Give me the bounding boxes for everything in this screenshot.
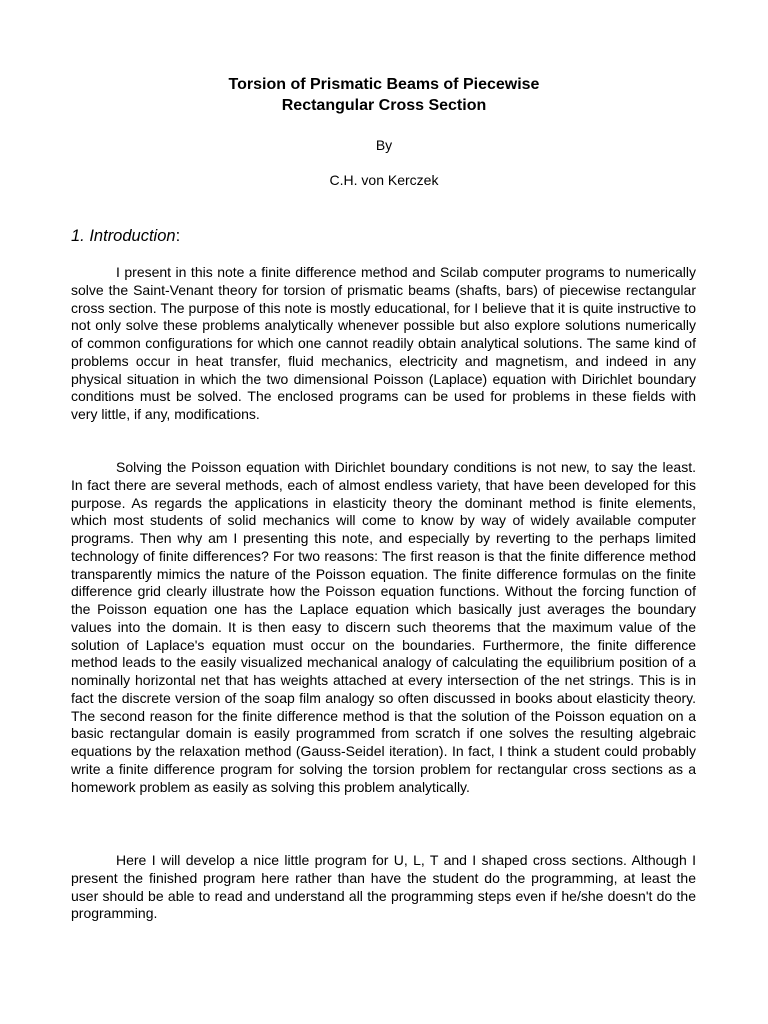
paragraph-2: Solving the Poisson equation with Dirichlet boundary conditions is not new, to say the least. In fact there are several methods, each of almost endless variety, that have been developed for this purpose. As regards the applications in elasticity theory the dominant method is finite elements, which most students of solid mechanics will come to know by way of widely available computer programs. Then why am I presenting this note, and especially by reverting to the perhaps limited technology of finite differences? For two reasons: The first reason is that the finite difference method transparently mimics the nature of the Poisson equation. The finite difference formulas on the finite difference grid clearly illustrate how the Poisson equation functions. Without the forcing function of the Poisson equation one has the Laplace equation which basically just averages the boundary values into the domain. It is then easy to discern such theorems that the maximum value of the solution of Laplace's equation must occur on the boundaries. Furthermore, the finite difference method leads to the easily visualized mechanical analogy of calculating the equilibrium position of a nominally horizontal net that has weights attached at every intersection of the net strings. This is in fact the discrete version of the soap film analogy so often discussed in books about elasticity theory. The second reason for the finite difference method is that the solution of the Poisson equation on a basic rectangular domain is easily programmed from scratch if one solves the resulting algebraic equations by the relaxation method (Gauss-Seidel iteration). In fact, I think a student could probably write a finite difference program for solving the torsion problem for rectangular cross sections as a homework problem as easily as solving this problem analytically. — [71, 459, 696, 795]
section-heading-colon: : — [175, 227, 181, 245]
section-heading-text: 1. Introduction — [71, 227, 176, 245]
byline-label: By — [375, 137, 393, 153]
section-heading — [71, 226, 180, 246]
paragraph-1: I present in this note a finite difference method and Scilab computer programs to numerically solve the Saint-Venant theory for torsion of prismatic beams (shafts, bars) of piecewise rectangular cross section. The purpose of this note is mostly educational, for I believe that it is quite instructive to not only solve these problems analytically whenever possible but also explore solutions numerically of common configurations for which one cannot readily obtain analytical solutions. The same kind of problems occur in heat transfer, fluid mechanics, electricity and magnetism, and indeed in any physical situation in which the two dimensional Poisson (Laplace) equation with Dirichlet boundary conditions must be solved. The enclosed programs can be used for problems in these fields with very little, if any, modifications. — [71, 264, 696, 422]
author-name: C.H. von Kerczek — [329, 172, 439, 188]
document-title-line-2: Rectangular Cross Section — [281, 97, 487, 114]
paragraph-3: Here I will develop a nice little program for U, L, T and I shaped cross sections. Although I present the finished program here rather than have the student do the programming, at least the user should be able to read and understand all the programming steps even if he/she doesn't do the programming. — [71, 852, 696, 922]
document-title-line-1: Torsion of Prismatic Beams of Piecewise — [228, 76, 540, 93]
